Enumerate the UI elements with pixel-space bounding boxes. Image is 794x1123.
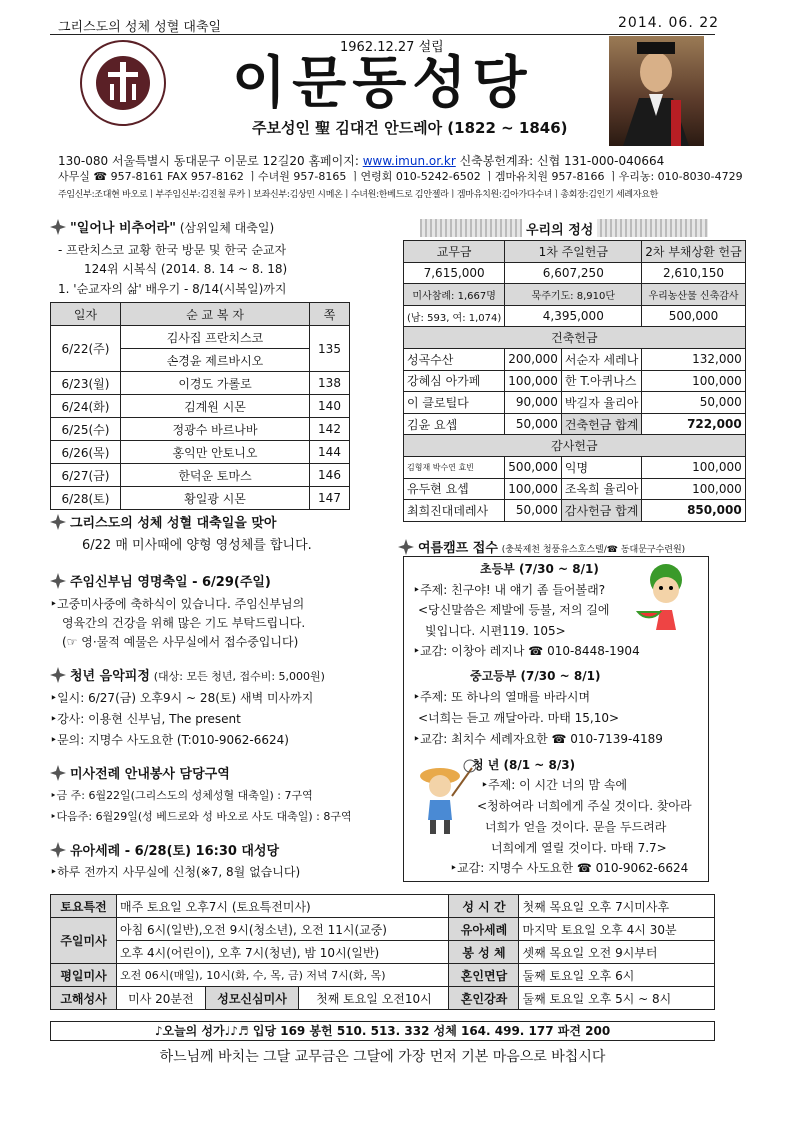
section-beatification: "일어나 비추어라" (삼위일체 대축일) [50, 217, 274, 236]
parish-logo [80, 40, 166, 126]
section-star-icon [50, 842, 66, 858]
table-row: 손경윤 제르바시오 [51, 349, 350, 372]
section-star-icon [50, 573, 66, 589]
offering-banner: 우리의 정성 [420, 219, 708, 237]
cross-icon [82, 42, 164, 124]
beatification-line3: 1. '순교자의 삶' 배우기 - 8/14(시복일)까지 [58, 282, 287, 296]
address-line [58, 152, 664, 169]
page-title: 이문동성당 [232, 51, 533, 116]
section-pastor-feast: 주임신부님 영명축일 - 6/29(주일) [50, 571, 271, 590]
table-row: 6/23(월) 이경도 가롤로 138 [51, 372, 350, 395]
patron-portrait [609, 36, 704, 146]
section-corpus-christi: 그리스도의 성체 성혈 대축일을 맞아 [50, 512, 276, 531]
portrait-icon [609, 36, 704, 146]
offering-table: 교무금 1차 주일헌금 2차 부채상환 헌금 7,615,000 6,607,250 2,610,150 미사참례: 1,667명 묵주기도: 8,910단 우리농산물 신축감사 (남: 593, 여: 1,074) 4,395,000 500,000 건축헌금 성곡수산 200,000 서순자 세레나 132,000 강혜심 아가페 100,000 한 T.아퀴나스 100,000 이 클로틸다 90,000 박길자 율리아 50,000 김윤 요셉 50,000 건축헌금 합계 722,000 감사헌금 김형재 박수연 효빈 500,000 익명 100,000 유두현 요셉 100,000 조옥희 율리아 100,000 최희진대데레사 50,000 감사헌금 합계 850,000 [403, 240, 746, 522]
table-row: 6/25(수) 정광수 바르나바 142 [51, 418, 350, 441]
mass-schedule-table: 토요특전 매주 토요일 오후7시 (토요특전미사) 성 시 간 첫째 목요일 오후 7시미사후 주일미사 아침 6시(일반),오전 9시(청소년), 오전 11시(교중) 유아세례 마지막 토요일 오후 4시 30분 오후 4시(어린이), 오후 7시(청년), 밤 10시(일반) 봉 성 체 셋째 목요일 오전 9시부터 평일미사 오전 06시(매일), 10시(화, 수, 목, 금) 저녁 7시(화, 목) 혼인면담 둘째 토요일 오후 6시 고해성사 미사 20분전 성모신심미사 첫째 토요일 오전10시 혼인강좌 둘째 토요일 오후 5시 ~ 8시 [50, 894, 715, 1010]
offering-motto: 하느님께 바치는 그달 교무금은 그달에 가장 먼저 기본 마음으로 바칩시다 [159, 1049, 606, 1065]
table-row: 6/26(목) 홍익만 안토니오 144 [51, 441, 350, 464]
beatification-line2: 124위 시복식 (2014. 8. 14 ~ 8. 18) [84, 262, 288, 276]
header-divider [50, 34, 715, 35]
feast-title: 그리스도의 성체 성혈 대축일 [58, 20, 222, 35]
camp-middle-head: 중고등부 (7/30 ~ 8/1) [470, 669, 601, 683]
camp-youth-head: 청 년 (8/1 ~ 8/3) [472, 758, 576, 772]
founded-date: 1962.12.27 설립 [340, 40, 444, 55]
table-row: 6/28(토) 황일광 시몬 147 [51, 487, 350, 510]
section-star-icon [50, 219, 66, 235]
section-youth-concert: 청년 음악피정 (대상: 모든 청년, 접수비: 5,000원) [50, 665, 325, 684]
section-infant-baptism: 유아세례 - 6/28(토) 16:30 대성당 [50, 840, 279, 859]
staff-line: 주임신부:조대현 바오로ㅣ부주임신부:김진철 루카ㅣ보좌신부:김상민 시메온ㅣ수녀원:한베드로 김안젤라ㅣ겜마유치원:김아가다수녀ㅣ총회장:김인기 세례자요한 [58, 190, 658, 200]
building-account: 신축봉헌계좌: 신협 131-000-040664 [455, 154, 665, 168]
section-star-icon [398, 539, 414, 555]
table-row: 6/27(금) 한덕운 토마스 146 [51, 464, 350, 487]
camp-elementary-head: 초등부 (7/30 ~ 8/1) [480, 562, 599, 576]
section-star-icon [50, 514, 66, 530]
beatification-line1: - 프란치스코 교황 한국 방문 및 한국 순교자 [58, 243, 287, 257]
watermelon-kid-icon [630, 560, 702, 632]
table-row: 6/24(화) 김계원 시몬 140 [51, 395, 350, 418]
issue-date: 2014. 06. 22 [618, 15, 720, 31]
section-star-icon [50, 667, 66, 683]
section-star-icon [50, 765, 66, 781]
section-liturgy-guide: 미사전례 안내봉사 담당구역 [50, 763, 230, 782]
corpus-christi-line: 6/22 매 미사때에 양형 영성체를 합니다. [82, 538, 312, 553]
patron-saint: 주보성인 聖 김대건 안드레아 (1822 ~ 1846) [252, 119, 568, 137]
martyrs-table: 일자 순 교 복 자 쪽 6/22(주) 김사집 프란치스코 135 손경윤 제르바시오 6/23(월) 이경도 가롤로 138 6/24(화) 김계원 시몬 140 6/25(수) 정광수 바르나바 142 6/26(목) 홍익만 안토니오 144 6/27(금) 한덕운 토마스 146 6/28(토) 황일광 시몬 147 [50, 302, 350, 510]
table-row: 6/22(주) 김사집 프란치스코 135 [51, 326, 350, 349]
contact-line: 사무실 ☎ 957-8161 FAX 957-8162 ㅣ수녀원 957-8165 ㅣ연령회 010-5242-6502 ㅣ겜마유치원 957-8166 ㅣ우리농: 010-8030-4729 [58, 170, 743, 183]
butterfly-net-kid-icon [410, 756, 476, 836]
section-summer-camp: 여름캠프 접수 (충북제천 청풍유스호스텔/☎ 동대문구수련원) [398, 537, 685, 556]
hymn-numbers: ♪오늘의 성가♩♪♬ 입당 169 봉헌 510. 513. 332 성체 164. 499. 177 파견 200 [50, 1021, 715, 1041]
address: 130-080 서울특별시 동대문구 이문로 12길20 홈페이지: [58, 154, 359, 168]
homepage-link[interactable]: www.imun.or.kr [362, 154, 456, 168]
